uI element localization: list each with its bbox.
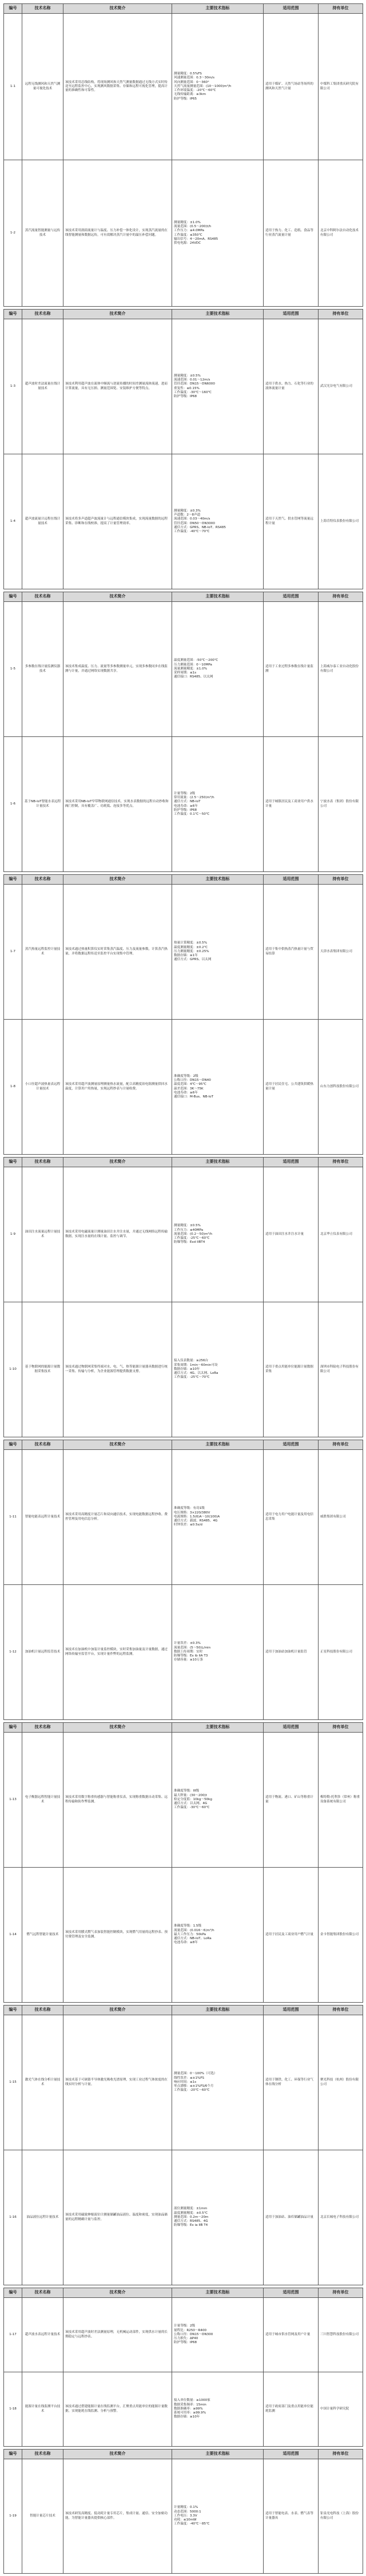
cell-metrics: 计量误差：±0.3% 流量范围：(5～50)L/min 数据上传周期：实时 防爆等级：Ex ib IIA T3 存储容量：≥10万条 (172, 1585, 264, 1720)
header-name: 技术名称 (22, 592, 63, 602)
cell-metrics: 接入单位数量：≥1000家 数据采集频率：15min 数据准确率：≥99% 系统可用率：≥99.9% 数据存储：≥10年 (172, 2372, 264, 2447)
header-intro: 技术简介 (63, 310, 172, 319)
header-metrics: 主要技术指标 (172, 310, 264, 319)
cell-metrics: 测量精度：±1.0% 流量范围：(0.5～200)t/h 工作压力：≤4.0MPa 工作温度：≤350℃ 输出信号：4～20mA、RS485 供电电源：24VDC (172, 160, 264, 307)
cell-unit: 金卡智能集团股份有限公司 (319, 1868, 363, 2003)
cell-intro: 该技术采用数字称重传感器与智能称重仪表，实现称重数据自动采集、远程传输和防作弊监测。 (63, 1733, 172, 1868)
header-use: 适用范围 (264, 2288, 319, 2298)
cell-intro: 该技术通过热量积算仪实时采集蒸汽温度、压力及流量参数，计算蒸汽热量，并将数据远程传送至监控平台实现集中管理。 (63, 885, 172, 1020)
cell-unit: 钜泉光电科技（上海）股份有限公司 (319, 2459, 363, 2574)
table-header-row (4, 2006, 363, 2015)
cell-intro: 该技术采用超声波时差法测量原理，无机械运动部件，实现供水计量的长期稳定与远程抄表。 (63, 2298, 172, 2372)
header-num: 编号 (4, 2450, 22, 2459)
cell-num: 1-6 (4, 737, 22, 872)
cell-unit: 武汉光谷电气有限公司 (319, 319, 363, 454)
header-num: 编号 (4, 1440, 22, 1450)
table-header-row (4, 310, 363, 319)
cell-use: 适用于天然气、供水管网等流量远程计量 (264, 454, 319, 589)
header-use: 适用范围 (264, 1440, 319, 1450)
header-intro: 技术简介 (63, 2450, 172, 2459)
cell-metrics: 准确度等级：III级 最大秤量：(30～200)t 检定分度值：10kg～50kg 通信方式：以太网、4G 工作温度：-30℃～60℃ (172, 1733, 264, 1868)
header-use: 适用范围 (264, 592, 319, 602)
cell-name: 基于NB-IoT智能水表远程计量技术 (22, 737, 63, 872)
header-intro: 技术简介 (63, 592, 172, 602)
header-num: 编号 (4, 1158, 22, 1167)
tech-table (3, 1157, 363, 1437)
cell-name: 蒸汽热量远程监控计量技术 (22, 885, 63, 1020)
cell-name: 多参数在线计量监测仪器技术 (22, 602, 63, 737)
cell-unit: 深圳市科陆电子科技股份有限公司 (319, 1302, 363, 1437)
cell-name: 超声波流量计远程在线计量技术 (22, 454, 63, 589)
header-num: 编号 (4, 875, 22, 885)
table-header-row (4, 1723, 363, 1733)
table-row (4, 1020, 363, 1155)
cell-num: 1-16 (4, 2150, 22, 2285)
header-metrics: 主要技术指标 (172, 1440, 264, 1450)
table-row (4, 319, 363, 454)
header-use: 适用范围 (264, 2006, 319, 2015)
header-num: 编号 (4, 2288, 22, 2298)
cell-use: 适用于城市供水管网及用户计量 (264, 2298, 319, 2372)
header-name: 技术名称 (22, 1440, 63, 1450)
cell-use: 适用于物流、港口、矿山等称重计量 (264, 1733, 319, 1868)
cell-num: 1-17 (4, 2298, 22, 2372)
cell-name: 电子衡器远程智能计量技术 (22, 1733, 63, 1868)
cell-use: 适用于重点用能单位能源计量数据采集 (264, 1302, 319, 1437)
table-row (4, 2150, 363, 2285)
table-header-row (4, 875, 363, 885)
table-row (4, 885, 363, 1020)
tech-table (3, 1722, 363, 2003)
cell-intro: 该技术通过搭建能源计量在线监测平台，汇聚重点用能单位的能源计量数据，实现能耗在线监测、分析与预警。 (63, 2372, 172, 2447)
cell-intro: 该技术集成温度、压力、流量等多参数测量单元，实现多参数同步在线监测与计量，并通过网络实现数据共享。 (63, 602, 172, 737)
cell-unit: 北京中科阿尔法自动化技术有限公司 (319, 160, 363, 307)
cell-metrics: 计量等级：2级 常用流量：(2.5～250)m³/h 通信方式：NB-IoT 电池寿命：≥6年 防护等级：IP68 工作温度：0.1℃～50℃ (172, 737, 264, 872)
cell-metrics: 液位测量精度：±1mm 温度测量精度：±0.5℃ 测量范围：0.2m～20m 通信方式：RS485、4G 防爆等级：Ex ia IIB T4 (172, 2150, 264, 2285)
cell-unit: 天津水表集团有限公司 (319, 885, 363, 1020)
cell-name: 蒸汽流量智能测量与远传技术 (22, 160, 63, 307)
header-metrics: 主要技术指标 (172, 2006, 264, 2015)
table-row (4, 737, 363, 872)
header-use: 适用范围 (264, 1158, 319, 1167)
cell-num: 1-13 (4, 1733, 22, 1868)
cell-num: 1-9 (4, 1167, 22, 1302)
header-name: 技术名称 (22, 875, 63, 885)
header-unit: 持有单位 (319, 2288, 363, 2298)
table-row (4, 1167, 363, 1302)
cell-unit: 北京华立仪表有限公司 (319, 1167, 363, 1302)
tech-table (3, 2449, 363, 2574)
table-row (4, 2459, 363, 2574)
header-num: 编号 (4, 310, 22, 319)
table-row (4, 1733, 363, 1868)
cell-name: 基于物联网的能源计量数据采集技术 (22, 1302, 63, 1437)
cell-name: 超声波时差法流量在线计量技术 (22, 319, 63, 454)
tech-table (3, 1440, 363, 1720)
cell-use: 适用于热力、化工、造纸、食品等行业蒸汽流量计量 (264, 160, 319, 307)
table-gap (3, 2574, 363, 2576)
cell-intro: 该技术采用高精度计量芯片和双向通信技术，实现电能数据远程抄收、费控管理及用电信息分析。 (63, 1450, 172, 1585)
header-unit: 持有单位 (319, 1440, 363, 1450)
header-name: 技术名称 (22, 1158, 63, 1167)
header-unit: 持有单位 (319, 592, 363, 602)
header-unit: 持有单位 (319, 4, 363, 14)
cell-name: 超声波水表远程计量技术 (22, 2298, 63, 2372)
header-unit: 持有单位 (319, 310, 363, 319)
cell-num: 1-14 (4, 1868, 22, 2003)
table-header-row (4, 2450, 363, 2459)
cell-metrics: 测量精度：±0.5% 工作压力：≤40MPa 流量范围：(0.2～50)m³/h 工作温度：-25℃～60℃ 防爆等级：Exd IIBT4 (172, 1167, 264, 1302)
cell-use: 适用于油田注水井注水计量 (264, 1167, 319, 1302)
cell-name: 激光气体在线分析计量技术 (22, 2015, 63, 2150)
header-num: 编号 (4, 4, 22, 14)
cell-metrics: 计量精度：0.1% 动态范围：5000:1 工作电压：3.3V 功耗：≤10mW 工作温度：-40℃～85℃ (172, 2459, 264, 2574)
cell-unit: 上海肯特仪表股份有限公司 (319, 454, 363, 589)
header-use: 适用范围 (264, 2450, 319, 2459)
table-header-row (4, 2288, 363, 2298)
header-num: 编号 (4, 592, 22, 602)
cell-use: 适用于供水、热力、石化等行业的液体流量计量 (264, 319, 319, 454)
cell-metrics: 热量计算精度：±0.5% 温度测量精度：±0.2℃ 压力测量精度：±0.25% 数据存储：≥1年 通信方式：GPRS、以太网 (172, 885, 264, 1020)
cell-use: 适用于居民住宅、公共建筑供暖热量计量 (264, 1020, 319, 1155)
header-metrics: 主要技术指标 (172, 2450, 264, 2459)
cell-metrics: 测量范围：0～100%（可选） 线性误差：≤±1%FS 响应时间：≤1s 零点漂移：≤±1%FS/6个月 工作温度：-20℃～60℃ (172, 2015, 264, 2150)
cell-unit: 聚光科技（杭州）股份有限公司 (319, 2015, 363, 2150)
header-intro: 技术简介 (63, 875, 172, 885)
table-header-row (4, 1440, 363, 1450)
cell-num: 1-11 (4, 1450, 22, 1585)
header-use: 适用范围 (264, 4, 319, 14)
header-metrics: 主要技术指标 (172, 1723, 264, 1733)
cell-metrics: 准确度等级：2级 公称口径：DN15～DN40 温度范围：4℃～95℃ 温差范围：3K～75K 电池寿命：≥6年 通信接口：M-Bus、NB-IoT (172, 1020, 264, 1155)
header-unit: 持有单位 (319, 2450, 363, 2459)
cell-intro: 该技术采用涡街流量计与温度、压力补偿一体化设计，实现蒸汽流量的在线智能测量和数据远传，可有效解决蒸汽计量中的温压补偿问题。 (63, 160, 172, 307)
table-row (4, 2372, 363, 2447)
header-metrics: 主要技术指标 (172, 592, 264, 602)
cell-num: 1-7 (4, 885, 22, 1020)
table-row (4, 1450, 363, 1585)
cell-num: 1-10 (4, 1302, 22, 1437)
cell-metrics: 测量精度：±0.3% 声道数：2～8声道 流速范围：0.03～40m/s 管径范围：DN50～DN3000 通信方式：GPRS、NB-IoT、RS485 工作温度：-40℃～70℃ (172, 454, 264, 589)
header-use: 适用范围 (264, 875, 319, 885)
cell-use: 适用于工业过程多参数在线计量监测 (264, 602, 319, 737)
cell-num: 1-1 (4, 14, 22, 160)
cell-name: 小口径超声波热量表远程计量技术 (22, 1020, 63, 1155)
header-intro: 技术简介 (63, 1723, 172, 1733)
cell-metrics: 计量等级：2级 量程比：R250～R400 公称口径：DN15～DN300 压力损失：ΔP40 防护等级：IP68 (172, 2298, 264, 2372)
cell-num: 1-19 (4, 2459, 22, 2574)
cell-unit: 上海威尔泰工业自动化股份有限公司 (319, 602, 363, 737)
cell-num: 1-8 (4, 1020, 22, 1155)
tech-table (3, 592, 363, 872)
header-name: 技术名称 (22, 2006, 63, 2015)
table-row (4, 1302, 363, 1437)
header-name: 技术名称 (22, 2450, 63, 2459)
table-header-row (4, 1158, 363, 1167)
cell-num: 1-3 (4, 319, 22, 454)
cell-intro: 该技术采用超声波测量原理测量热水流量，配合高精度铂电阻测量供回水温度，计算用户用热量，实现远程抄表与计量收费。 (63, 1020, 172, 1155)
cell-metrics: 接入仪表数量：≥256台 采集周期：1min～60min可设 数据存储：≥10年 通信方式：4G、以太网、LoRa 工作温度：-25℃～70℃ (172, 1302, 264, 1437)
cell-num: 1-4 (4, 454, 22, 589)
header-unit: 持有单位 (319, 2006, 363, 2015)
cell-name: 智能电能表远程计量技术 (22, 1450, 63, 1585)
header-use: 适用范围 (264, 1723, 319, 1733)
cell-intro: 该技术采用总线结构，将现场测风和天然气测量数据通过无线方式实时传送至远程监控中心，实现测风数据采集、存储和远程可视化管理，提高计量的准确性和可靠性。 (63, 14, 172, 160)
cell-intro: 该技术利用超声波在流体中顺流与逆流传播的时间差测量流体流速，进而计算流量，具有无压损、测量范围宽、安装维护方便等特点。 (63, 319, 172, 454)
table-row (4, 454, 363, 589)
header-name: 技术名称 (22, 310, 63, 319)
document (3, 3, 363, 2576)
header-name: 技术名称 (22, 1723, 63, 1733)
header-intro: 技术简介 (63, 2006, 172, 2015)
header-name: 技术名称 (22, 4, 63, 14)
cell-use: 适用于城镇居民及工商业用户供水计量 (264, 737, 319, 872)
tech-table (3, 874, 363, 1155)
cell-metrics: 测量精度：0.5%FS 风速测量范围：0.3～30m/s 风向测量范围：0～360° 天然气流量测量范围：(10～1000)m³/h 工作环境温度：-20℃～60℃ 无线传输距离：≥3km 防护等级：IP65 (172, 14, 264, 160)
table-row (4, 14, 363, 160)
cell-metrics: 准确度等级：有功1级 电压规格：3×220/380V 电流规格：1.5(6)A～10(100)A 通信方式：载波、RS485、4G 时钟误差：≤0.5s/d (172, 1450, 264, 1585)
header-intro: 技术简介 (63, 1158, 172, 1167)
cell-intro: 该技术采用NB-IoT窄带物联网通信技术，实现水表数据的远程自动抄收和阀门控制，具有覆盖广、功耗低、连接多等优点。 (63, 737, 172, 872)
cell-use: 适用于电力用户电能计量及用电信息采集 (264, 1450, 319, 1585)
cell-name: 燃气远程智能计量技术 (22, 1868, 63, 2003)
cell-intro: 该技术研发高精度、低功耗计量专用芯片，集成计量、通信、安全加密功能，为智能计量器具提供核心部件。 (63, 2459, 172, 2574)
cell-use: 适用于煤矿、天然气场站等场所的测风和天然气计量 (264, 14, 319, 160)
cell-name: 油品液位远程计量技术 (22, 2150, 63, 2285)
cell-unit: 威胜集团有限公司 (319, 1450, 363, 1585)
cell-use: 适用于加油站加油机计量监管 (264, 1585, 319, 1720)
header-unit: 持有单位 (319, 1723, 363, 1733)
header-metrics: 主要技术指标 (172, 2288, 264, 2298)
cell-use: 适用于加油站、油库储罐油品计量 (264, 2150, 319, 2285)
tech-table (3, 2005, 363, 2285)
cell-use: 适用于集中供热蒸汽热量计量与贸易结算 (264, 885, 319, 1020)
header-unit: 持有单位 (319, 875, 363, 885)
header-metrics: 主要技术指标 (172, 1158, 264, 1167)
cell-intro: 该技术将多声道超声波流量计与远程通信模块集成，实现流量数据的远程采集、诊断和在线校准，提高了计量管理效率。 (63, 454, 172, 589)
header-name: 技术名称 (22, 2288, 63, 2298)
header-unit: 持有单位 (319, 1158, 363, 1167)
table-row (4, 2298, 363, 2372)
header-metrics: 主要技术指标 (172, 875, 264, 885)
cell-use: 适用于钢铁、化工、环保等行业气体在线分析 (264, 2015, 319, 2150)
cell-name: 智能计量芯片技术 (22, 2459, 63, 2574)
header-use: 适用范围 (264, 310, 319, 319)
header-intro: 技术简介 (63, 1440, 172, 1450)
cell-num: 1-2 (4, 160, 22, 307)
header-intro: 技术简介 (63, 4, 172, 14)
cell-num: 1-18 (4, 2372, 22, 2447)
header-num: 编号 (4, 2006, 22, 2015)
cell-name: 能源计量在线监测平台技术 (22, 2372, 63, 2447)
cell-unit: 三川智慧科技股份有限公司 (319, 2298, 363, 2372)
cell-intro: 该技术在加油机中加装计量监控模块，实时采集加油量及计量数据，通过网络传输至监管平台，实现计量作弊的远程监测。 (63, 1585, 172, 1720)
header-num: 编号 (4, 1723, 22, 1733)
cell-metrics: 准确度等级：1.5级 流量范围：(0.016～6)m³/h 最大工作压力：50kPa 通信方式：NB-IoT、LoRa 电池寿命：≥8年 (172, 1868, 264, 2003)
cell-use: 适用于政府部门及重点用能单位能耗监测 (264, 2372, 319, 2447)
cell-name: 远程无线测风和天然气测量可视化技术 (22, 14, 63, 160)
cell-unit: 山东力创科技股份有限公司 (319, 1020, 363, 1155)
cell-use: 适用于居民及工商业用户燃气计量 (264, 1868, 319, 2003)
cell-metrics: 温度测量范围：-50℃～200℃ 压力测量范围：0～10MPa 流量测量精度：±1.0% 采样周期：≤1s 通信接口：RS485、以太网 (172, 602, 264, 737)
cell-name: 加油机计量远程监管技术 (22, 1585, 63, 1720)
cell-intro: 该技术基于可调谐半导体激光吸收光谱原理，实现工业过程气体浓度的在线实时分析与计量。 (63, 2015, 172, 2150)
table-row (4, 2015, 363, 2150)
table-row (4, 1868, 363, 2003)
table-row (4, 160, 363, 307)
cell-use: 适用于智能电表、水表、燃气表等计量器具 (264, 2459, 319, 2574)
tech-table (3, 2288, 363, 2447)
cell-num: 1-5 (4, 602, 22, 737)
cell-name: 油田注水流量远程计量技术 (22, 1167, 63, 1302)
cell-unit: 宁波水表（集团）股份有限公司 (319, 737, 363, 872)
cell-intro: 该技术采用电磁流量计测量油田注水井注水量，并通过无线网络远程传输数据，实现注水量的在线计量、监控与调节。 (63, 1167, 172, 1302)
table-header-row (4, 592, 363, 602)
cell-unit: 梅特勒-托利多（常州）称重设备系统有限公司 (319, 1733, 363, 1868)
cell-unit: 北京长城电子科技有限公司 (319, 2150, 363, 2285)
table-row (4, 602, 363, 737)
cell-num: 1-15 (4, 2015, 22, 2150)
table-row (4, 1585, 363, 1720)
cell-metrics: 测量精度：±0.5% 流速范围：0.01～12m/s 管径范围：DN15～DN6000 重复性：≤0.15% 工作温度：-30℃～160℃ 防护等级：IP68 (172, 319, 264, 454)
header-metrics: 主要技术指标 (172, 4, 264, 14)
tech-table (3, 3, 363, 307)
cell-unit: 中国计量科学研究院 (319, 2372, 363, 2447)
cell-num: 1-12 (4, 1585, 22, 1720)
tech-table (3, 309, 363, 589)
header-intro: 技术简介 (63, 2288, 172, 2298)
cell-intro: 该技术采用膜式燃气表加装智能控制模块，实现燃气用量的远程抄表、预付费管理及安全监测。 (63, 1868, 172, 2003)
cell-intro: 该技术通过物联网采集终端对水、电、气、热等能源计量器具数据进行统一采集、传输与分析，为企业能源管理提供数据支撑。 (63, 1302, 172, 1437)
cell-intro: 该技术采用磁致伸缩液位计测量储罐油品液位、温度和密度，实现油品储量的远程精确计量与监控。 (63, 2150, 172, 2285)
cell-unit: 正星科技股份有限公司 (319, 1585, 363, 1720)
cell-unit: 中煤科工集团重庆研究院有限公司 (319, 14, 363, 160)
table-header-row (4, 4, 363, 14)
